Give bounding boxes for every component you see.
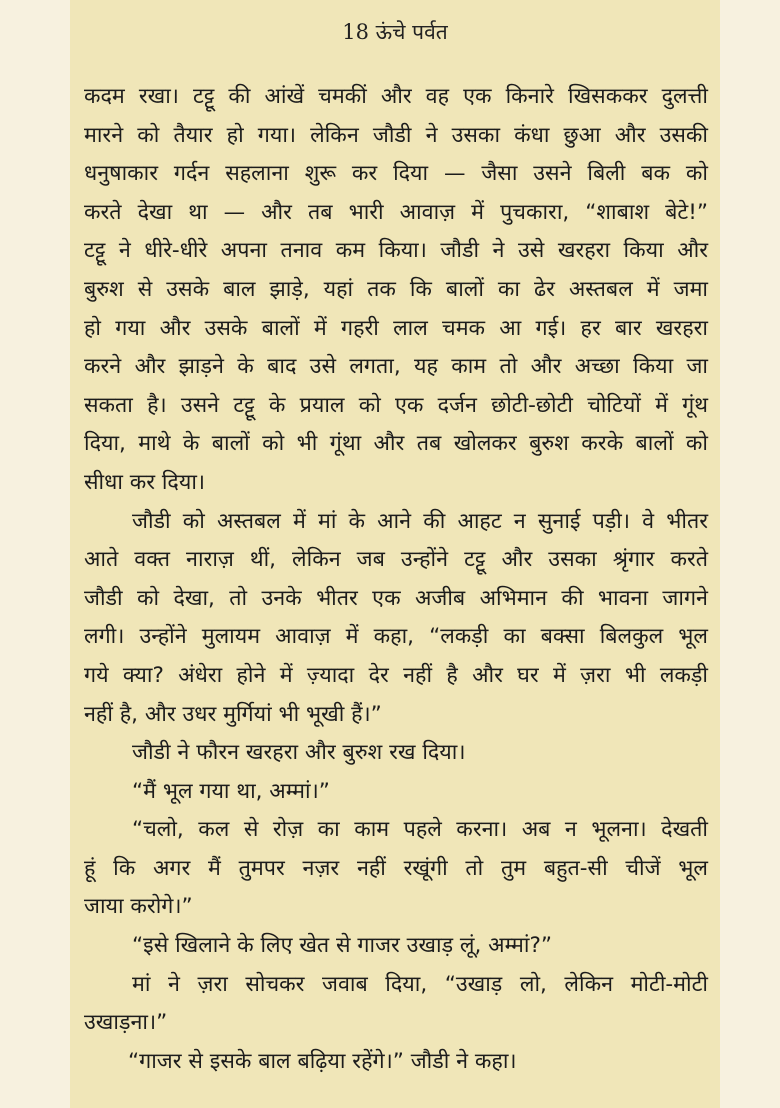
text-line: जौडी ने फौरन खरहरा और बुरुश रख दिया। [132,740,466,766]
text-line: गये क्या? अंधेरा होने में ज़्यादा देर नहीं है और घर में ज़रा भी लकड़ी [84,662,708,688]
text-line: उखाड़ना।” [84,1010,168,1036]
text-line: “इसे खिलाने के लिए खेत से गाजर उखाड़ लूं, अम्मां?” [132,933,552,959]
text-line: “चलो, कल से रोज़ का काम पहले करना। अब न भूलना। देखती [132,817,708,843]
text-line: जौडी को देखा, तो उनके भीतर एक अजीब अभिमान की भावना जागने [84,585,708,611]
text-line: नहीं है, और उधर मुर्गियां भी भूखी हैं।” [84,701,382,727]
text-line: बुरुश से उसके बाल झाड़े, यहां तक कि बालों का ढेर अस्तबल में जमा [84,276,708,302]
text-line: करने और झाड़ने के बाद उसे लगता, यह काम तो और अच्छा किया जा [84,354,708,380]
text-line: हूं कि अगर मैं तुमपर नज़र नहीं रखूंगी तो तुम बहुत-सी चीजें भूल [84,855,708,881]
text-line: टट्टू ने धीरे-धीरे अपना तनाव कम किया। जौडी ने उसे खरहरा किया और [84,238,708,264]
text-line: दिया, माथे के बालों को भी गूंथा और तब खोलकर बुरुश करके बालों को [84,431,708,457]
text-line: मां ने ज़रा सोचकर जवाब दिया, “उखाड़ लो, लेकिन मोटी-मोटी [132,971,708,997]
text-line: सकता है। उसने टट्टू के प्रयाल को एक दर्जन छोटी-छोटी चोटियों में गूंथ [84,392,708,418]
text-line: आते वक्त नाराज़ थीं, लेकिन जब उन्होंने टट्टू और उसका श्रृंगार करते [84,547,708,573]
body-text [84,78,708,1081]
page-header [70,18,720,46]
text-line: “मैं भूल गया था, अम्मां।” [132,778,330,804]
text-line: मारने को तैयार हो गया। लेकिन जौडी ने उसका कंधा छुआ और उसकी [84,122,708,148]
text-line: कदम रखा। टट्टू की आंखें चमकीं और वह एक किनारे खिसककर दुलत्ती [84,84,708,109]
page-number: 18 [342,20,369,44]
text-line: जौडी को अस्तबल में मां के आने की आहट न सुनाई पड़ी। वे भीतर [132,508,708,534]
text-line: करते देखा था — और तब भारी आवाज़ में पुचकारा, “शाबाश बेटे!” [84,199,708,225]
text-line: हो गया और उसके बालों में गहरी लाल चमक आ गई। हर बार खरहरा [84,315,708,341]
text-line: जाया करोगे।” [84,894,193,920]
book-page [70,0,720,1108]
text-line: धनुषाकार गर्दन सहलाना शुरू कर दिया — जैसा उसने बिली बक को [84,161,708,187]
book-title: ऊंचे पर्वत [375,20,448,44]
text-line: लगी। उन्होंने मुलायम आवाज़ में कहा, “लकड़ी का बक्सा बिलकुल भूल [84,624,708,650]
text-line: “गाजर से इसके बाल बढ़िया रहेंगे।” जौडी ने कहा। [128,1048,517,1074]
text-line: सीधा कर दिया। [84,469,206,495]
